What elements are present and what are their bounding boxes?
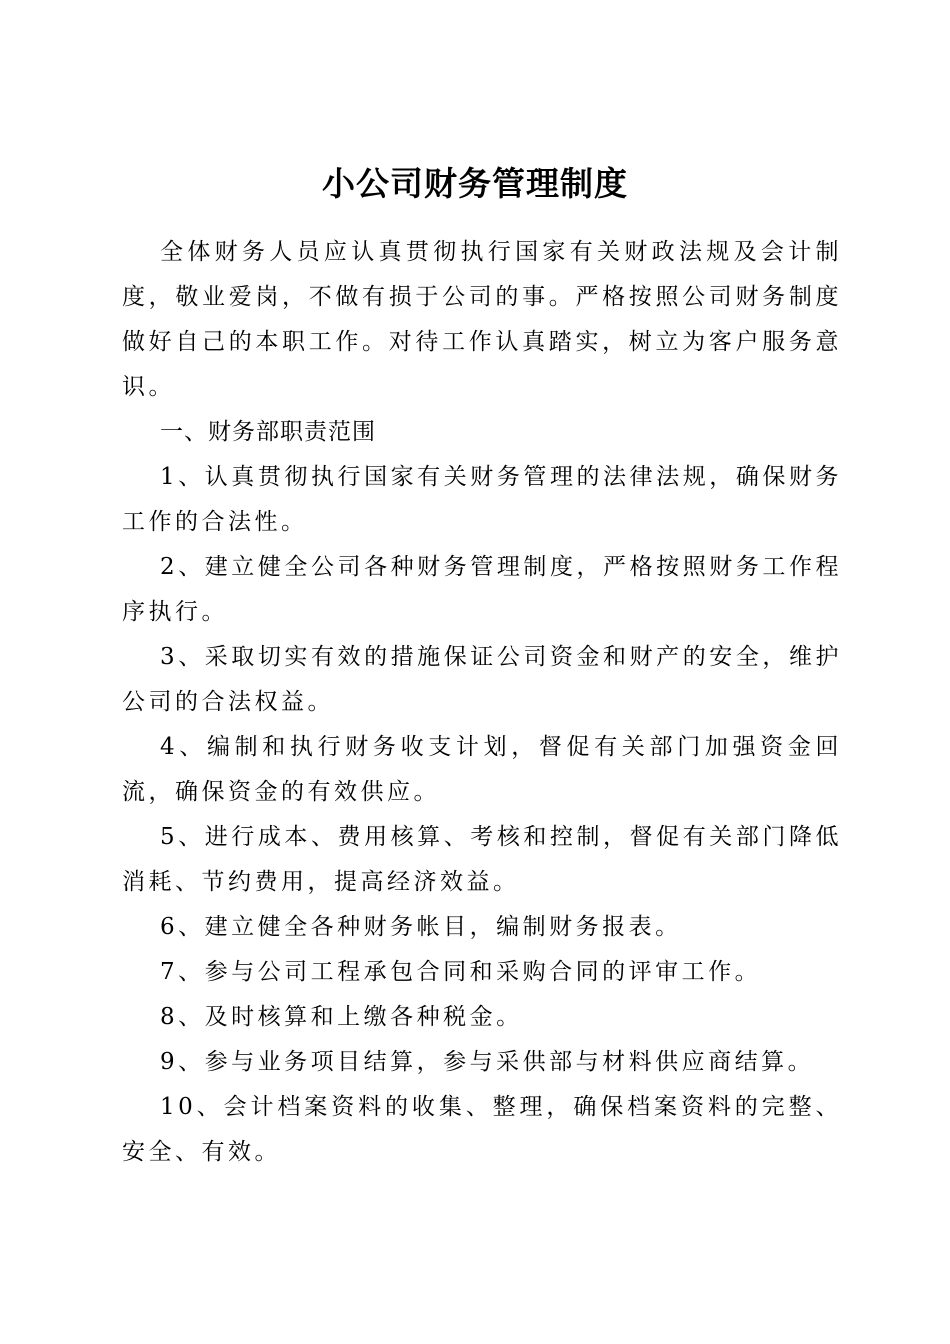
list-item: 7、参与公司工程承包合同和采购合同的评审工作。 bbox=[160, 959, 762, 985]
list-item: 8、及时核算和上缴各种税金。 bbox=[160, 1004, 523, 1030]
document-title: 小公司财务管理制度 bbox=[322, 164, 628, 204]
intro-paragraph: 全体财务人员应认真贯彻执行国家有关财政法规及会计制度，敬业爱岗，不做有损于公司的事。严格按照公司财务制度做好自己的本职工作。对待工作认真踏实，树立为客户服务意识。 bbox=[122, 239, 842, 400]
section-heading: 一、财务部职责范围 bbox=[160, 419, 376, 445]
list-item: 1、认真贯彻执行国家有关财务管理的法律法规，确保财务工作的合法性。 bbox=[122, 464, 842, 535]
list-item: 2、建立健全公司各种财务管理制度，严格按照财务工作程序执行。 bbox=[122, 554, 842, 625]
list-item: 10、会计档案资料的收集、整理，确保档案资料的完整、安全、有效。 bbox=[122, 1094, 842, 1165]
list-item: 9、参与业务项目结算，参与采供部与材料供应商结算。 bbox=[160, 1049, 815, 1075]
list-item: 4、编制和执行财务收支计划，督促有关部门加强资金回流，确保资金的有效供应。 bbox=[122, 734, 842, 805]
list-item: 6、建立健全各种财务帐目，编制财务报表。 bbox=[160, 914, 682, 940]
list-item: 3、采取切实有效的措施保证公司资金和财产的安全，维护公司的合法权益。 bbox=[122, 644, 842, 715]
document-body bbox=[122, 230, 842, 1175]
list-item: 5、进行成本、费用核算、考核和控制，督促有关部门降低消耗、节约费用，提高经济效益。 bbox=[122, 824, 842, 895]
